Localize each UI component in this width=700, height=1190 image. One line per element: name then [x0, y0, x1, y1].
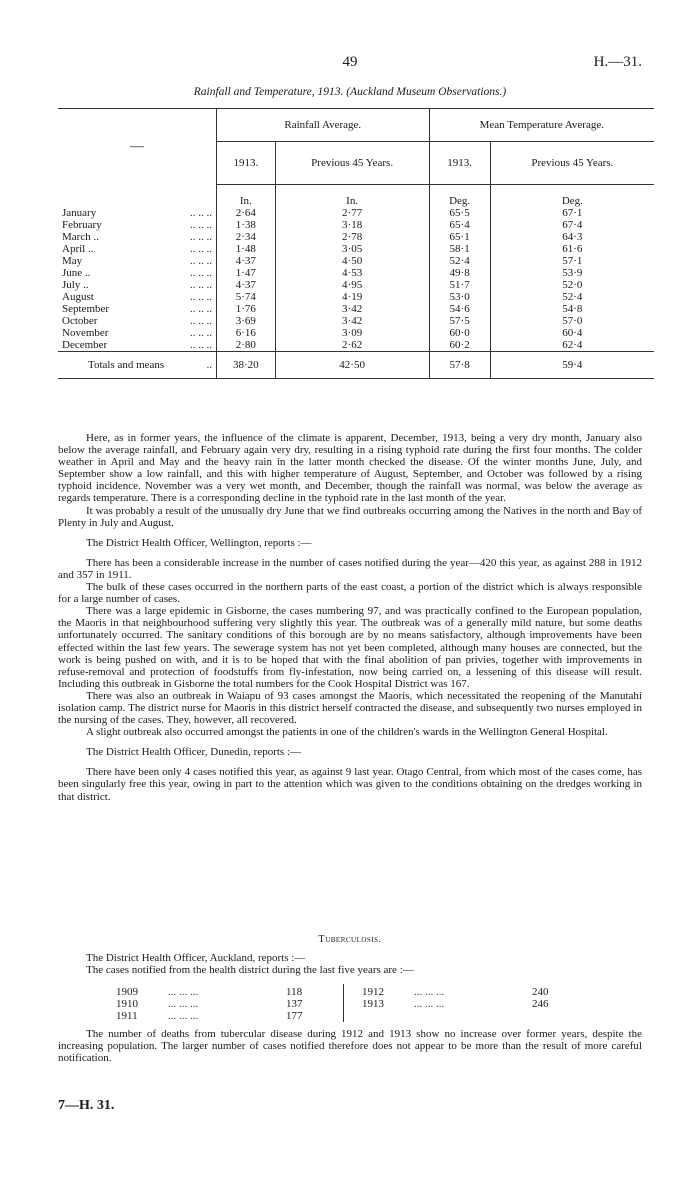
value-cell: 64·3: [490, 231, 654, 243]
section-heading-tuberculosis: Tuberculosis.: [318, 934, 382, 945]
list-item: [116, 998, 346, 1010]
leader-dots: .. .. ..: [190, 231, 212, 243]
case-count: 246: [532, 998, 549, 1011]
value-cell: 60·4: [490, 327, 654, 339]
value-cell: 65·4: [429, 219, 490, 231]
value-cell: 3·69: [217, 315, 276, 327]
table-row: [58, 279, 654, 291]
month-cell: [58, 291, 217, 303]
leader-dots: .. .. ..: [190, 339, 212, 351]
month-label: April ..: [62, 243, 94, 255]
month-cell: [58, 231, 217, 243]
total-value: 38·20: [217, 352, 276, 379]
value-cell: 1·47: [217, 267, 276, 279]
case-count: 240: [532, 986, 549, 998]
column-header: 1913.: [429, 142, 490, 185]
paragraph: It was probably a result of the unusually dry June that we find outbreaks occurring among the Natives in the north and Bay of Plenty in July and August.: [58, 504, 642, 529]
report-text: [58, 432, 642, 803]
case-count: 177: [286, 1010, 303, 1023]
value-cell: 65·5: [429, 207, 490, 219]
paragraph: There was also an outbreak in Waiapu of 93 cases amongst the Maoris, which necessitated the reopening of the Manutahi isolation camp. The district nurse for Maoris in this district herself contracted the disease, and subsequently two nurses employed in the nursing of the cases. They, however, all recovered.: [58, 689, 642, 727]
year: 1913: [362, 998, 384, 1011]
footer-code: 7—H. 31.: [58, 1098, 115, 1113]
value-cell: 57·1: [490, 255, 654, 267]
paragraph: The District Health Officer, Dunedin, reports :—: [86, 746, 302, 759]
table-title: Rainfall and Temperature, 1913. (Auckland Museum Observations.): [193, 86, 507, 98]
leader-dots: .. .. ..: [190, 291, 212, 303]
paragraph: There have been only 4 cases notified this year, as against 9 last year. Otago Central, from which most of the cases come, has been singularly free this year, owing in part to the attention which was given to the conditions obtaining on the dredges working in that district.: [58, 766, 642, 803]
value-cell: 67·1: [490, 207, 654, 219]
totals-row: [58, 352, 654, 379]
month-label: February: [62, 219, 102, 231]
month-cell: [58, 315, 217, 327]
paragraph: There was a large epidemic in Gisborne, the cases numbering 97, and was practically confined to the European population, the Maoris in that neighbourhood suffering very slightly this year. The outbreak was of a generally mild nature, but some deaths unfortunately occurred. The sanitary conditions of this borough are by no means satisfactory, although improvements have been effected within the last few years. The sewerage system has not yet been completed, although many houses are connected, but the work is being pushed on with, and it is to be hoped that with the final abolition of pan privies, together with improvements in refuse-removal and protection of foodstuffs from fly-infestation, now being carried on, a lessening of this disease will result. Including this outbreak in Gisborne the total numbers for the Cook Hospital District was 167.: [58, 605, 642, 690]
group-header-temperature: Mean Temperature Average.: [429, 109, 654, 142]
value-cell: 52·4: [429, 255, 490, 267]
unit-label: Deg.: [429, 185, 490, 208]
month-label: January: [62, 207, 97, 219]
month-cell: [58, 267, 217, 279]
leader-dots: .. .. ..: [190, 315, 212, 327]
value-cell: 65·1: [429, 231, 490, 243]
page-number: 49: [342, 54, 358, 70]
list-item: [362, 998, 592, 1010]
value-cell: 2·80: [217, 339, 276, 352]
total-value: 42·50: [275, 352, 429, 379]
leader-dots: .. .. ..: [190, 243, 212, 255]
value-cell: 54·8: [490, 303, 654, 315]
tuberculosis-closing: [58, 1028, 642, 1064]
value-cell: 54·6: [429, 303, 490, 315]
year: 1911: [116, 1010, 138, 1023]
month-label: October: [62, 315, 98, 327]
month-label: July ..: [62, 279, 89, 291]
leader-dots: .. .. ..: [190, 279, 212, 291]
leader-dots: .. .. ..: [190, 207, 212, 219]
year: 1910: [116, 998, 138, 1011]
value-cell: 53·9: [490, 267, 654, 279]
month-label: June ..: [62, 267, 91, 279]
value-cell: 51·7: [429, 279, 490, 291]
month-cell: [58, 207, 217, 219]
table-row: [58, 315, 654, 327]
leader-dots: ... ... ...: [414, 986, 445, 998]
paragraph: Here, as in former years, the influence of the climate is apparent, December, 1913, being a very dry month, January also below the average rainfall, and February again very dry, resulting in a rising typhoid rate during the first four months. The colder weather in April and May and the heavy rain in the latter month checked the disease. Of the winter months June, July, and September show a low rainfall, and this with higher temperature of August, September, and October was followed by a rising typhoid incidence. November was a very wet month, and December, though the rainfall was normal, was below the average as regards temperature. There is a corresponding decline in the typhoid rate in the last month of the year.: [58, 432, 642, 505]
paragraph: There has been a considerable increase in the number of cases notified during the year—420 this year, as against 288 in 1912 and 357 in 1911.: [58, 556, 642, 581]
month-cell: [58, 303, 217, 315]
month-label: November: [62, 327, 109, 339]
value-cell: 2·64: [217, 207, 276, 219]
leader-dots: .. .. ..: [190, 267, 212, 279]
value-cell: 62·4: [490, 339, 654, 352]
table-row: [58, 267, 654, 279]
paragraph: A slight outbreak also occurred amongst the patients in one of the children's wards in the Wellington General Hospital.: [86, 726, 608, 739]
value-cell: 3·42: [275, 303, 429, 315]
totals-label: Totals and means ..: [58, 352, 217, 379]
value-cell: 2·62: [275, 339, 429, 352]
tuberculosis-intro-1: The District Health Officer, Auckland, reports :—: [86, 952, 306, 964]
value-cell: 53·0: [429, 291, 490, 303]
value-cell: 57·5: [429, 315, 490, 327]
month-cell: [58, 327, 217, 339]
month-label: September: [62, 303, 110, 315]
table-row: [58, 291, 654, 303]
leader-dots: ... ... ...: [414, 998, 445, 1011]
month-cell: [58, 255, 217, 267]
value-cell: 6·16: [217, 327, 276, 339]
unit-label: In.: [275, 185, 429, 208]
value-cell: 1·48: [217, 243, 276, 255]
value-cell: 4·19: [275, 291, 429, 303]
tuberculosis-intro-2: The cases notified from the health district during the last five years are :—: [86, 964, 414, 977]
table-row: [58, 255, 654, 267]
value-cell: 4·53: [275, 267, 429, 279]
table-row: [58, 243, 654, 255]
column-header: Previous 45 Years.: [490, 142, 654, 185]
month-label: December: [62, 339, 108, 351]
month-label: May: [62, 255, 83, 267]
month-label: August: [62, 291, 94, 303]
paragraph: The number of deaths from tubercular disease during 1912 and 1913 show no increase over former years, despite the increasing population. The larger number of cases notified therefore does not appear to be more than the result of more careful notification.: [58, 1028, 642, 1065]
month-cell: [58, 243, 217, 255]
table-row: [58, 303, 654, 315]
value-cell: 49·8: [429, 267, 490, 279]
unit-label: Deg.: [490, 185, 654, 208]
value-cell: 4·95: [275, 279, 429, 291]
rainfall-temperature-table: [58, 108, 654, 379]
page-header: [0, 54, 700, 74]
table-row: [58, 339, 654, 352]
value-cell: 3·09: [275, 327, 429, 339]
value-cell: 2·34: [217, 231, 276, 243]
value-cell: 58·1: [429, 243, 490, 255]
value-cell: 60·0: [429, 327, 490, 339]
group-header-rainfall: Rainfall Average.: [217, 109, 430, 142]
table-row: [58, 207, 654, 219]
month-cell: [58, 279, 217, 291]
table-row: [58, 231, 654, 243]
paragraph: The bulk of these cases occurred in the northern parts of the east coast, a portion of the district which is always responsible for a large number of cases.: [58, 581, 642, 606]
case-count: 137: [286, 998, 303, 1011]
total-value: 59·4: [490, 352, 654, 379]
table-row: [58, 327, 654, 339]
value-cell: 5·74: [217, 291, 276, 303]
leader-dots: ... ... ...: [168, 998, 199, 1011]
value-cell: 3·42: [275, 315, 429, 327]
value-cell: 3·05: [275, 243, 429, 255]
value-cell: 2·77: [275, 207, 429, 219]
stub-header: —: [58, 109, 217, 185]
value-cell: 57·0: [490, 315, 654, 327]
value-cell: 67·4: [490, 219, 654, 231]
leader-dots: ... ... ...: [168, 1010, 199, 1023]
value-cell: 1·38: [217, 219, 276, 231]
document-code: H.—31.: [593, 54, 642, 70]
value-cell: 2·78: [275, 231, 429, 243]
value-cell: 4·50: [275, 255, 429, 267]
total-value: 57·8: [429, 352, 490, 379]
list-item: [116, 1010, 346, 1022]
column-divider: [343, 984, 344, 1022]
column-header: 1913.: [217, 142, 276, 185]
leader-dots: .. .. ..: [190, 255, 212, 267]
year: 1909: [116, 986, 138, 998]
list-item: [116, 986, 346, 998]
value-cell: 61·6: [490, 243, 654, 255]
case-count: 118: [286, 986, 303, 998]
leader-dots: ... ... ...: [168, 986, 199, 998]
month-label: March ..: [62, 231, 99, 243]
value-cell: 4·37: [217, 279, 276, 291]
leader-dots: ..: [206, 359, 212, 371]
value-cell: 52·4: [490, 291, 654, 303]
value-cell: 60·2: [429, 339, 490, 352]
month-cell: [58, 219, 217, 231]
tuberculosis-intro: [58, 952, 642, 976]
year: 1912: [362, 986, 384, 998]
unit-label: In.: [217, 185, 276, 208]
value-cell: 52·0: [490, 279, 654, 291]
value-cell: 1·76: [217, 303, 276, 315]
leader-dots: .. .. ..: [190, 327, 212, 339]
paragraph: The District Health Officer, Wellington, reports :—: [86, 536, 312, 549]
list-item: [362, 986, 592, 998]
value-cell: 3·18: [275, 219, 429, 231]
table-row: [58, 219, 654, 231]
leader-dots: .. .. ..: [190, 219, 212, 231]
column-header: Previous 45 Years.: [275, 142, 429, 185]
month-cell: [58, 339, 217, 352]
value-cell: 4·37: [217, 255, 276, 267]
leader-dots: .. .. ..: [190, 303, 212, 315]
